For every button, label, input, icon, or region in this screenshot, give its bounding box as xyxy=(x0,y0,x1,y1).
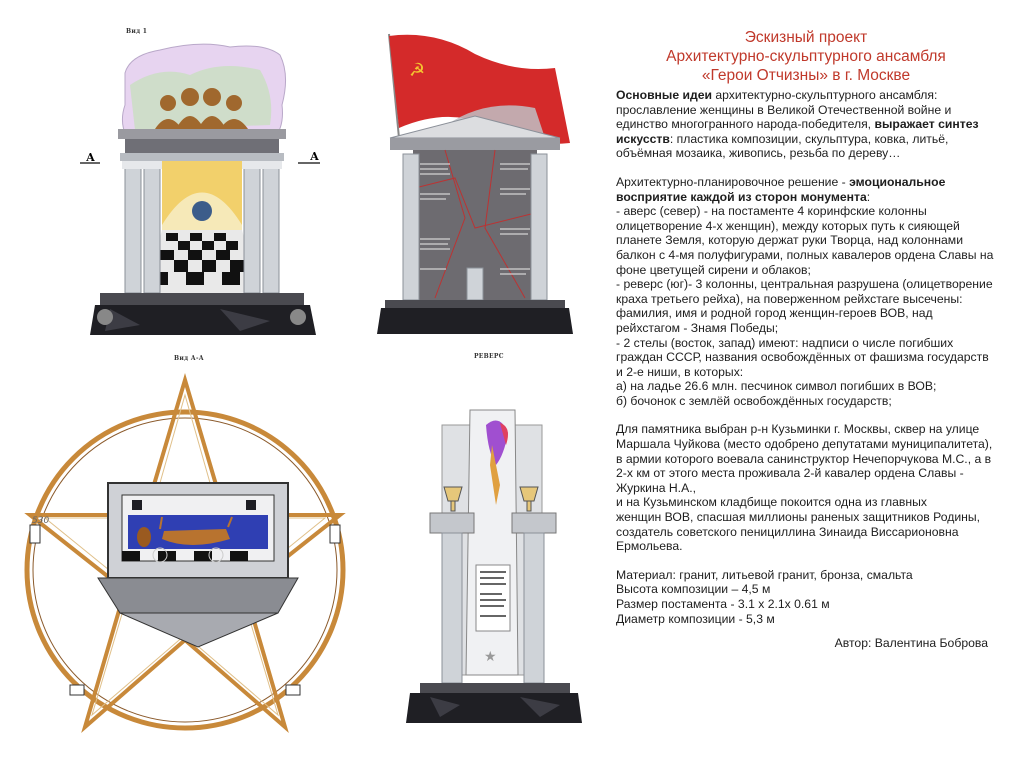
plan-illustration xyxy=(20,355,350,755)
reverse-paragraph: - реверс (юг)- 3 колонны, центральная разрушена (олицетворение краха третьего рейха), на поверженном рейхстаге высечены: фамилия, имя и родной город женщин-героев ВОВ, над рейхстагом - Знамя Победы; xyxy=(616,277,993,335)
stele-drawing xyxy=(400,405,585,745)
title-line-2: Архитектурно-скульптурного ансамбля xyxy=(666,48,946,65)
diameter-line: Диаметр композиции - 5,3 м xyxy=(616,611,775,626)
avers-illustration xyxy=(70,25,340,345)
svg-text:А: А xyxy=(310,150,319,163)
main-ideas-paragraph xyxy=(616,88,996,161)
title-line-3: «Герои Отчизны» в г. Москве xyxy=(701,67,911,84)
planning-colon: : xyxy=(866,189,871,204)
main-ideas-heading: Основные идеи xyxy=(616,88,712,102)
project-title xyxy=(616,28,996,85)
planning-intro: Архитектурно-планировочное решение - xyxy=(616,174,850,189)
view1-caption: Вид 1 xyxy=(126,28,148,35)
stelae-paragraph: - 2 стелы (восток, запад) имеют: надписи о числе погибших граждан СССР, названия освобождённых от фашизма государств и 2-е ниши, в которых: xyxy=(616,335,989,379)
reverse-illustration xyxy=(375,28,575,338)
planning-heading: эмоциональное восприятие каждой из сторон монумента xyxy=(616,174,946,204)
pedestal-size-line: Размер постамента - 3.1 х 2.1х 0.61 м xyxy=(616,597,830,611)
niche-a-paragraph: а) на ладье 26.6 млн. песчинок символ погибших в ВОВ; xyxy=(616,379,937,394)
avers-drawing xyxy=(70,25,340,345)
description-column xyxy=(616,28,996,651)
material-line: Материал: гранит, литьевой гранит, бронза, смальта xyxy=(616,567,913,582)
svg-text:А: А xyxy=(86,151,95,164)
title-line-1: Эскизный проект xyxy=(744,29,868,46)
location-paragraph: Для памятника выбран р-н Кузьминки г. Москвы, сквер на улице Маршала Чуйкова (место одобрено депутатами муниципалитета), в армии которого воевала санинструктор Нечепорчукова М.С., а в 2-х км от этого места проживала 2-й кавалер ордена Славы - Журкина Н.А., и на Кузьминском кладбище покоится одна из главных женщин ВОВ, спасшая миллионы раненых защитников Родины, создатель советского пенициллина Зинаида Виссарионовна Ермольева. xyxy=(616,422,993,554)
synthesis-heading: выражает синтез искусств xyxy=(616,117,979,146)
height-line: Высота композиции – 4,5 м xyxy=(616,582,771,597)
reverse-caption: РЕВЕРС xyxy=(474,353,504,360)
planning-paragraph xyxy=(616,175,996,204)
view-aa-caption: Вид А-А xyxy=(174,355,204,362)
niche-b-paragraph: б) бочонок с землёй освобождённых государств; xyxy=(616,393,892,408)
author-credit: Автор: Валентина Боброва xyxy=(834,636,988,651)
plan-drawing xyxy=(20,355,350,760)
stele-illustration xyxy=(400,405,585,745)
main-ideas-text: архитектурно-скульптурного ансамбля: прославление женщины в Великой Отечественной войне и единство многогранного народа-победителя, xyxy=(616,88,952,132)
reverse-drawing xyxy=(375,28,575,360)
svg-text:★: ★ xyxy=(484,649,497,665)
avers-paragraph: - аверс (север) - на постаменте 4 коринфские колонны олицетворение 4-х женщин), между которых путь к сияющей планете Земля, которую держат руки Творца, над колоннами балкон с 4-мя полуфигурами, полных кавалеров ордена Славы на фоне цветущей сирени и облаков; xyxy=(616,204,994,277)
dimension-label: 530 xyxy=(32,516,50,526)
svg-text:☭: ☭ xyxy=(409,60,426,81)
synthesis-text: : пластика композиции, скульптура, ковка, литьё, объёмная мозаика, живопись, резьба по дереву… xyxy=(616,131,949,161)
